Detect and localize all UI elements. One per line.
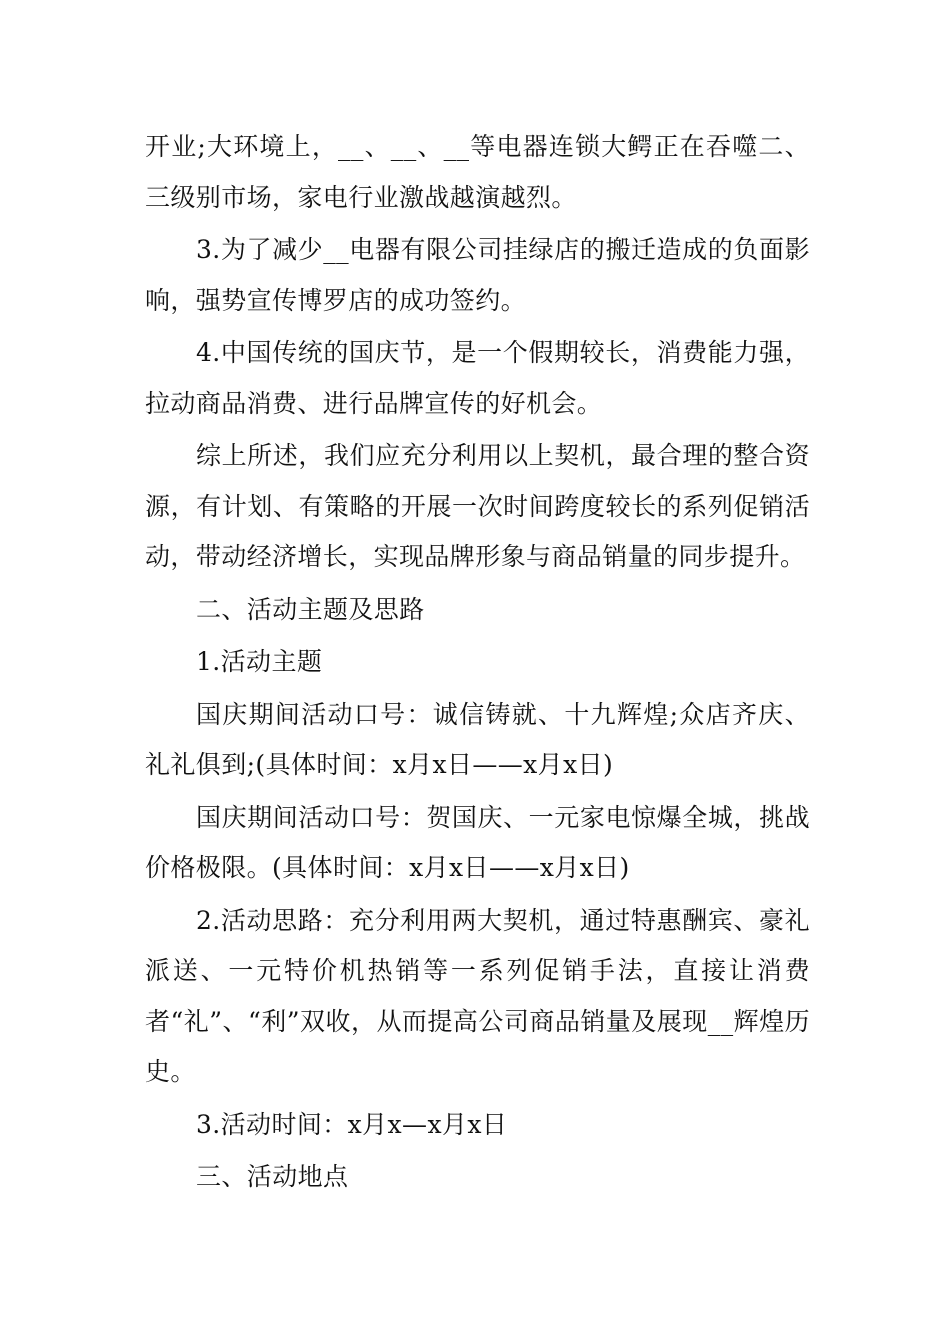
- paragraph-slogan-1: 国庆期间活动口号：诚信铸就、十九辉煌;众店齐庆、礼礼俱到;(具体时间：x月x日——x月x日): [145, 699, 810, 779]
- paragraph-slogan-2: 国庆期间活动口号：贺国庆、一元家电惊爆全城，挑战价格极限。(具体时间：x月x日——x月x日): [145, 802, 810, 882]
- paragraph-point-4: 4.中国传统的国庆节，是一个假期较长，消费能力强，拉动商品消费、进行品牌宣传的好机会。: [145, 338, 810, 418]
- section-heading-theme: 二、活动主题及思路: [196, 594, 425, 624]
- paragraph-point-3: 3.为了减少__电器有限公司挂绿店的搬迁造成的负面影响，强势宣传博罗店的成功签约。: [145, 235, 810, 315]
- paragraph-activity-idea: 2.活动思路：充分利用两大契机，通过特惠酬宾、豪礼派送、一元特价机热销等一系列促销手法，直接让消费者“礼”、“利”双收，从而提高公司商品销量及展现__辉煌历史。: [145, 905, 810, 1086]
- paragraph-activity-time: 3.活动时间：x月x—x月x日: [196, 1109, 508, 1139]
- paragraph-summary: 综上所述，我们应充分利用以上契机，最合理的整合资源，有计划、有策略的开展一次时间跨度较长的系列促销活动，带动经济增长，实现品牌形象与商品销量的同步提升。: [145, 441, 810, 571]
- paragraph-context: 开业;大环境上，__、__、__等电器连锁大鳄正在吞噬二、三级别市场，家电行业激战越演越烈。: [145, 132, 810, 212]
- document-body: [145, 122, 810, 1205]
- subheading-activity-theme: 1.活动主题: [196, 647, 323, 676]
- section-heading-location: 三、活动地点: [196, 1162, 349, 1191]
